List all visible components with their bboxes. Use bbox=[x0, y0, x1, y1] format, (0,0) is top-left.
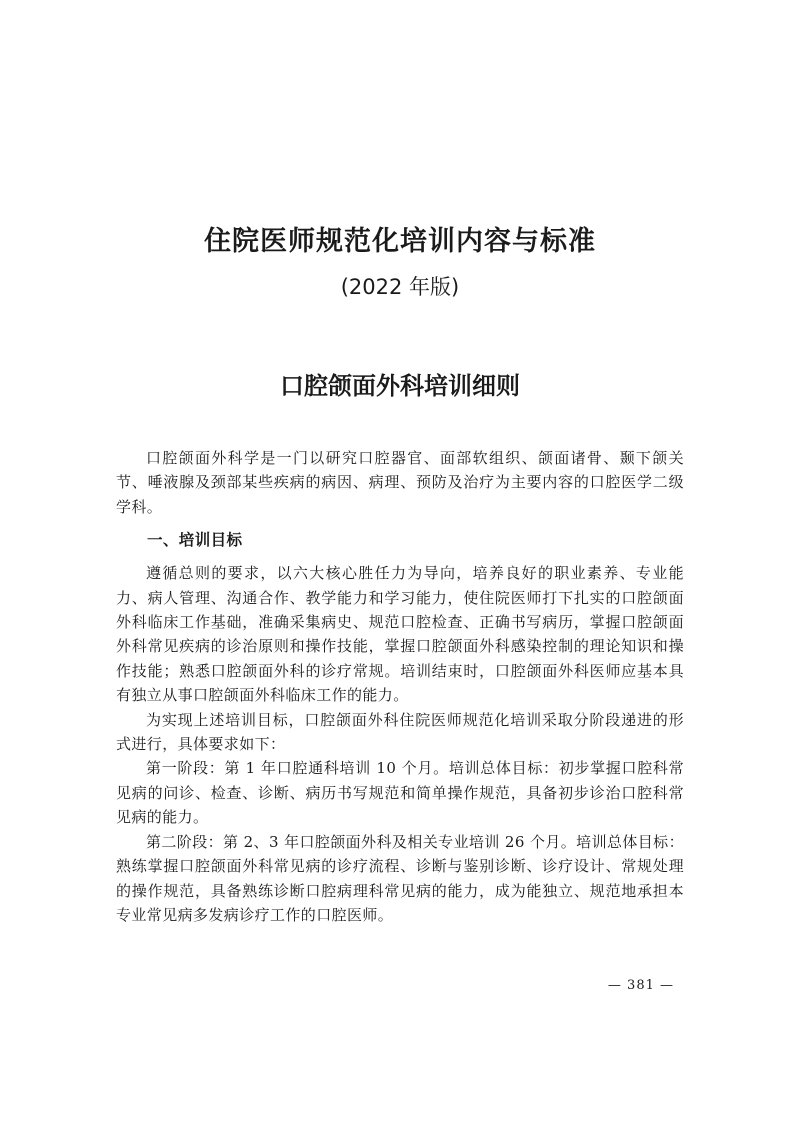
paragraph-stage-two: 第二阶段：第 2、3 年口腔颌面外科及相关专业培训 26 个月。培训总体目标：熟练掌握口腔颌面外科常见病的诊疗流程、诊断与鉴别诊断、诊疗设计、常规处理的操作规范，具备熟练诊断口腔病理科常见病的能力，成为能独立、规范地承担本专业常见病多发病诊疗工作的口腔医师。 bbox=[116, 832, 684, 924]
paragraph-goals: 遵循总则的要求，以六大核心胜任力为导向，培养良好的职业素养、专业能力、病人管理、沟通合作、教学能力和学习能力，使住院医师打下扎实的口腔颌面外科临床工作基础，准确采集病史、规范口腔检查、正确书写病历，掌握口腔颌面外科常见疾病的诊治原则和操作技能，掌握口腔颌面外科感染控制的理论知识和操作技能；熟悉口腔颌面外科的诊疗常规。培训结束时，口腔颌面外科医师应基本具有独立从事口腔颌面外科临床工作的能力。 bbox=[116, 564, 684, 705]
paragraph-stage-one: 第一阶段：第 1 年口腔通科培训 10 个月。培训总体目标：初步掌握口腔科常见病的问诊、检查、诊断、病历书写规范和简单操作规范，具备初步诊治口腔科常见病的能力。 bbox=[116, 759, 684, 827]
document-edition: (2022 年版) bbox=[340, 275, 460, 299]
document-title: 住院医师规范化培训内容与标准 bbox=[204, 226, 596, 257]
heading-training-goals: 一、培训目标 bbox=[147, 531, 243, 550]
page-number: — 381 — bbox=[607, 978, 674, 993]
section-title: 口腔颌面外科培训细则 bbox=[280, 372, 520, 400]
document-body bbox=[116, 446, 684, 927]
paragraph-stages-intro: 为实现上述培训目标，口腔颌面外科住院医师规范化培训采取分阶段递进的形式进行，具体要求如下： bbox=[116, 710, 684, 754]
intro-paragraph: 口腔颌面外科学是一门以研究口腔器官、面部软组织、颌面诸骨、颞下颌关节、唾液腺及颈部某些疾病的病因、病理、预防及治疗为主要内容的口腔医学二级学科。 bbox=[116, 449, 684, 516]
